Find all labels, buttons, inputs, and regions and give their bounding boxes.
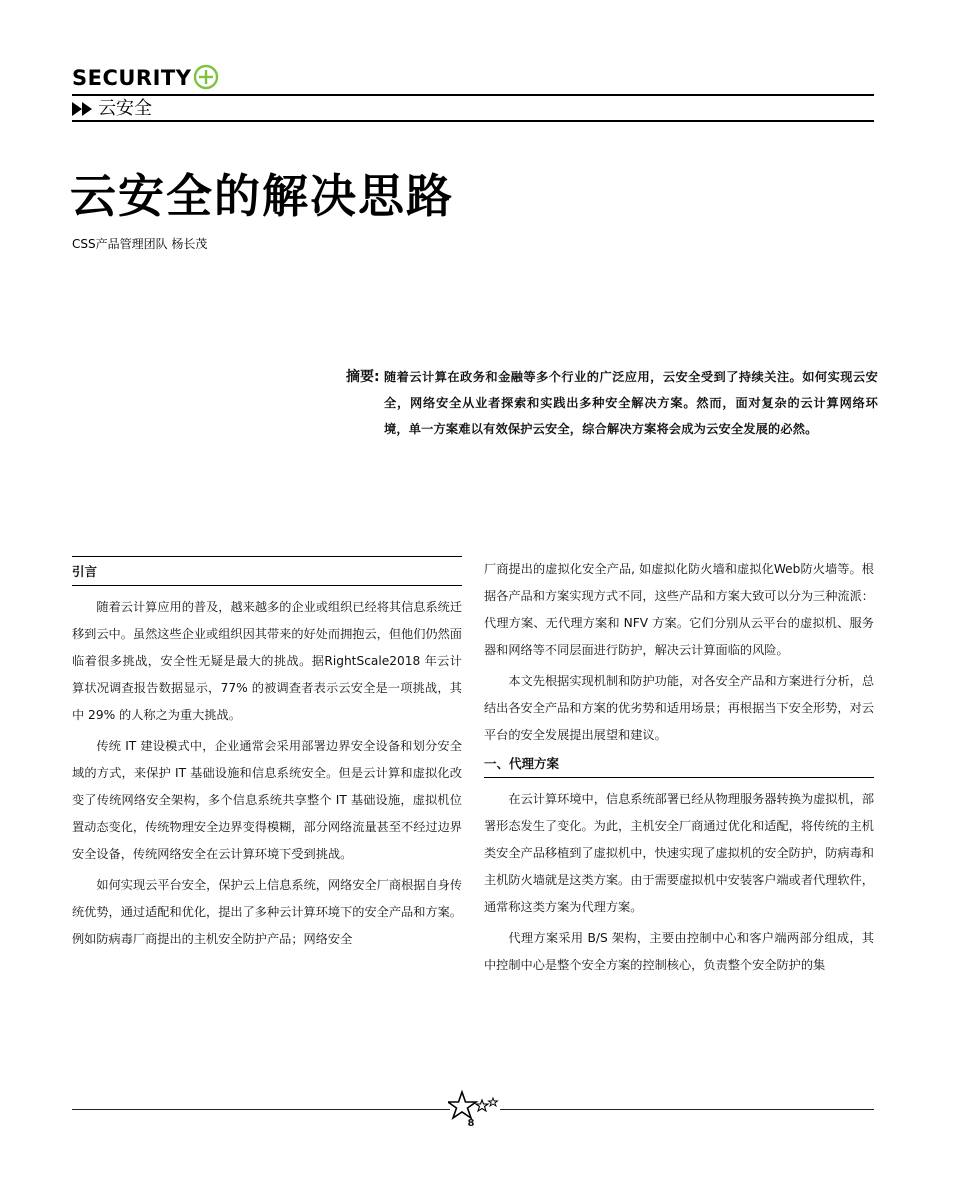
left-column [72,556,462,957]
footer-rule-right [500,1109,874,1110]
double-arrow-right-icon [72,102,94,116]
article-author: CSS产品管理团队 杨长茂 [72,237,208,251]
page-number: 8 [467,1118,475,1129]
paragraph: 本文先根据实现机制和防护功能，对各安全产品和方案进行分析，总结出各安全产品和方案的优劣势和适用场景；再根据当下安全形势，对云平台的安全发展提出展望和建议。 [484,674,875,742]
right-column [484,556,874,983]
paragraph: 随着云计算应用的普及，越来越多的企业或组织已经将其信息系统迁移到云中。虽然这些企业或组织因其带来的好处而拥抱云，但他们仍然面临着很多挑战，安全性无疑是最大的挑战。据RightScale2018 年云计算状况调查报告数据显示，77% 的被调查者表示云安全是一项挑战，其中 29% 的人称之为重大挑战。 [72,600,463,722]
section-label: 云安全 [98,98,152,119]
paragraph: 厂商提出的虚拟化安全产品, 如虚拟化防火墙和虚拟化Web防火墙等。根据各产品和方案实现方式不同，这些产品和方案大致可以分为三种流派：代理方案、无代理方案和 NFV 方案。它们分别从云平台的虚拟机、服务器和网络等不同层面进行防护，解决云计算面临的风险。 [484,562,874,657]
intro-heading: 引言 [72,556,462,586]
footer-rule-left [72,1109,450,1110]
header-top-rule [72,94,874,96]
abstract-label: 摘要: [346,369,380,385]
paragraph: 在云计算环境中，信息系统部署已经从物理服务器转换为虚拟机，部署形态发生了变化。为此，主机安全厂商通过优化和适配，将传统的主机类安全产品移植到了虚拟机中，快速实现了虚拟机的安全防护，防病毒和主机防火墙就是这类方案。由于需要虚拟机中安装客户端或者代理软件，通常称这类方案为代理方案。 [484,792,875,914]
paragraph: 代理方案采用 B/S 架构，主要由控制中心和客户端两部分组成，其中控制中心是整个安全方案的控制核心，负责整个安全防护的集 [484,931,874,972]
brand-header [72,66,219,90]
article-title: 云安全的解决思路 [70,169,454,223]
paragraph: 传统 IT 建设模式中，企业通常会采用部署边界安全设备和划分安全域的方式，来保护 IT 基础设施和信息系统安全。但是云计算和虚拟化改变了传统网络安全架构，多个信息系统共享整个 IT 基础设施，虚拟机位置动态变化，传统物理安全边界变得模糊，部分网络流量甚至不经过边界安全设备，传统网络安全在云计算环境下受到挑战。 [72,739,462,861]
brand-name: SECURITY [72,66,192,90]
header-bottom-rule [72,120,874,122]
plus-circle-icon [193,64,219,90]
abstract-text: 随着云计算在政务和金融等多个行业的广泛应用，云安全受到了持续关注。如何实现云安全，网络安全从业者探索和实践出多种安全解决方案。然而，面对复杂的云计算网络环境，单一方案难以有效保护云安全，综合解决方案将会成为云安全发展的必然。 [384,370,878,436]
star-ornament-icon [448,1090,502,1120]
section-heading-proxy: 一、代理方案 [484,753,874,778]
abstract [346,364,878,442]
section-header [72,98,152,120]
paragraph: 如何实现云平台安全，保护云上信息系统，网络安全厂商根据自身传统优势，通过适配和优化，提出了多种云计算环境下的安全产品和方案。例如防病毒厂商提出的主机安全防护产品；网络安全 [72,878,463,946]
